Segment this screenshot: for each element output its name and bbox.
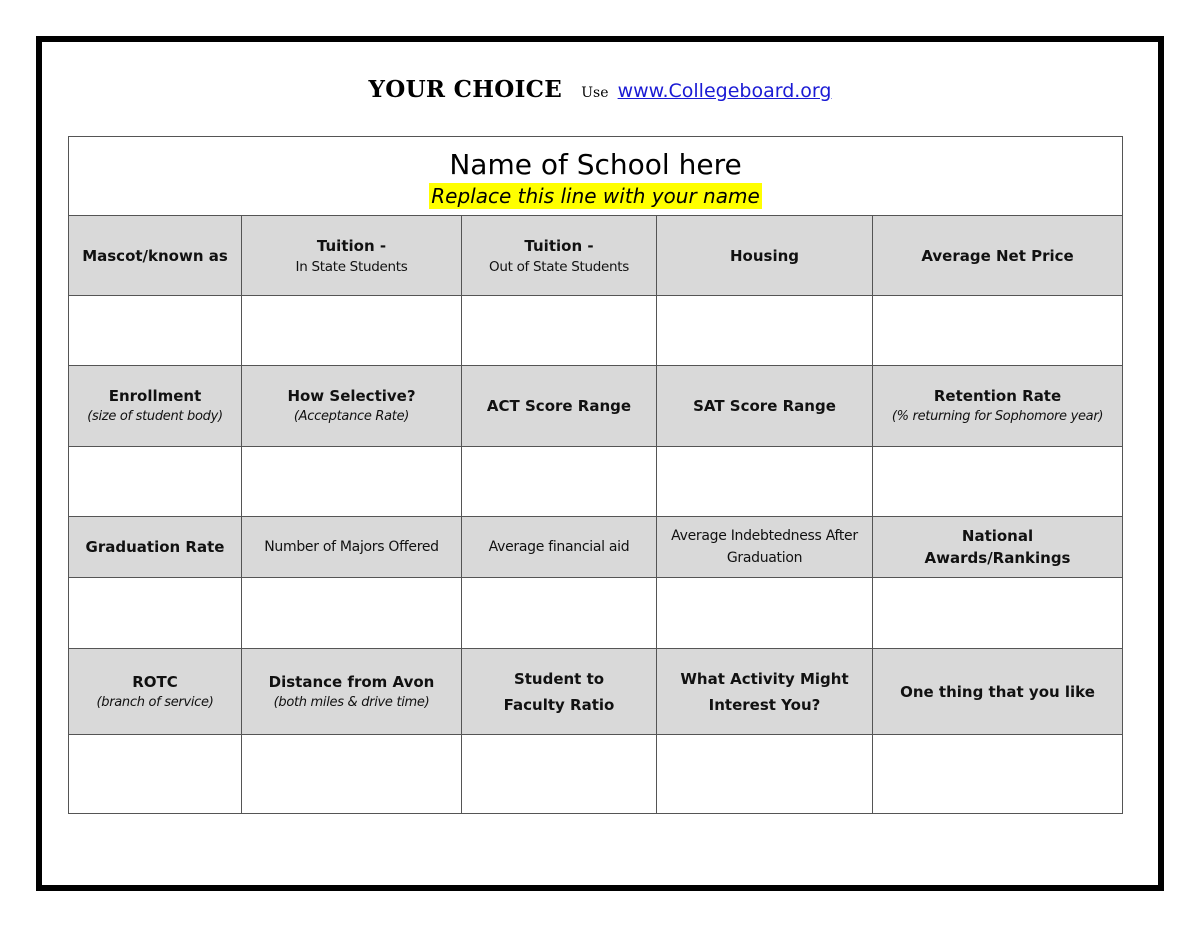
header-label: Student to Faculty Ratio <box>503 669 615 714</box>
header-label: ROTC <box>132 672 178 691</box>
header-cell-graduation-rate <box>69 517 242 578</box>
school-name[interactable]: Name of School here <box>449 148 742 181</box>
header-cell-how-selective <box>242 366 462 447</box>
header-label: Retention Rate <box>933 387 1062 405</box>
header-label: Average Net Price <box>921 246 1074 265</box>
header-label: Mascot/known as <box>82 246 228 265</box>
header-cell-act-score-range <box>462 366 657 447</box>
page-heading <box>36 76 1164 103</box>
header-label: What Activity Might Interest You? <box>680 669 849 714</box>
header-cell-distance-from-avon <box>242 649 462 735</box>
answer-cell-enrollment[interactable] <box>69 447 242 517</box>
header-row <box>69 366 1123 447</box>
header-cell-national-awards <box>873 517 1123 578</box>
answer-cell-distance-from-avon[interactable] <box>242 735 462 814</box>
header-label: National Awards/Rankings <box>924 527 1071 567</box>
header-cell-average-net-price <box>873 216 1123 296</box>
header-cell-one-thing-you-like <box>873 649 1123 735</box>
header-cell-number-of-majors <box>242 517 462 578</box>
name-instruction[interactable]: Replace this line with your name <box>431 184 760 208</box>
answer-row <box>69 296 1123 366</box>
header-label: Housing <box>729 246 800 265</box>
header-label: ACT Score Range <box>486 397 632 415</box>
header-label: Average financial aid <box>488 539 630 555</box>
header-label: SAT Score Range <box>693 397 836 415</box>
header-cell-sat-score-range <box>657 366 873 447</box>
header-cell-rotc <box>69 649 242 735</box>
answer-cell-tuition-out-of-state[interactable] <box>462 296 657 366</box>
answer-cell-sat-score-range[interactable] <box>657 447 873 517</box>
collegeboard-link[interactable]: www.Collegeboard.org <box>617 80 832 102</box>
header-label: Distance from Avon <box>268 672 435 691</box>
header-sublabel: In State Students <box>295 258 408 275</box>
header-cell-average-indebtedness <box>657 517 873 578</box>
header-cell-enrollment <box>69 366 242 447</box>
header-sublabel: Out of State Students <box>489 258 629 275</box>
header-label: Average Indebtedness After Graduation <box>671 528 858 566</box>
answer-cell-what-activity[interactable] <box>657 735 873 814</box>
header-label: Enrollment <box>108 387 202 405</box>
school-info-table <box>68 136 1123 814</box>
answer-cell-average-indebtedness[interactable] <box>657 578 873 649</box>
header-sublabel: (size of student body) <box>87 409 223 424</box>
answer-cell-tuition-in-state[interactable] <box>242 296 462 366</box>
answer-cell-average-net-price[interactable] <box>873 296 1123 366</box>
header-cell-housing <box>657 216 873 296</box>
answer-cell-housing[interactable] <box>657 296 873 366</box>
answer-cell-rotc[interactable] <box>69 735 242 814</box>
header-label: Tuition - <box>316 236 387 255</box>
header-row <box>69 216 1123 296</box>
header-label: Tuition - <box>524 236 594 255</box>
answer-cell-one-thing-you-like[interactable] <box>873 735 1123 814</box>
title-cell <box>69 137 1123 216</box>
header-sublabel: (Acceptance Rate) <box>293 409 410 424</box>
answer-cell-national-awards[interactable] <box>873 578 1123 649</box>
header-label: One thing that you like <box>900 682 1095 701</box>
header-sublabel: (branch of service) <box>96 694 214 710</box>
header-cell-tuition-in-state <box>242 216 462 296</box>
heading-use-text: Use <box>581 85 609 101</box>
answer-cell-graduation-rate[interactable] <box>69 578 242 649</box>
answer-cell-number-of-majors[interactable] <box>242 578 462 649</box>
header-sublabel: (both miles & drive time) <box>273 694 430 710</box>
answer-row <box>69 735 1123 814</box>
header-cell-what-activity <box>657 649 873 735</box>
header-label: How Selective? <box>287 387 416 405</box>
header-cell-mascot <box>69 216 242 296</box>
header-row <box>69 517 1123 578</box>
answer-row <box>69 447 1123 517</box>
header-row <box>69 649 1123 735</box>
header-label: Graduation Rate <box>85 538 225 556</box>
header-cell-student-faculty-ratio <box>462 649 657 735</box>
heading-title: YOUR CHOICE <box>368 76 563 103</box>
answer-cell-student-faculty-ratio[interactable] <box>462 735 657 814</box>
answer-cell-retention-rate[interactable] <box>873 447 1123 517</box>
answer-cell-act-score-range[interactable] <box>462 447 657 517</box>
answer-row <box>69 578 1123 649</box>
header-cell-tuition-out-of-state <box>462 216 657 296</box>
header-cell-average-financial-aid <box>462 517 657 578</box>
answer-cell-average-financial-aid[interactable] <box>462 578 657 649</box>
answer-cell-how-selective[interactable] <box>242 447 462 517</box>
header-cell-retention-rate <box>873 366 1123 447</box>
header-sublabel: (% returning for Sophomore year) <box>891 409 1104 424</box>
answer-cell-mascot[interactable] <box>69 296 242 366</box>
header-label: Number of Majors Offered <box>264 539 439 555</box>
